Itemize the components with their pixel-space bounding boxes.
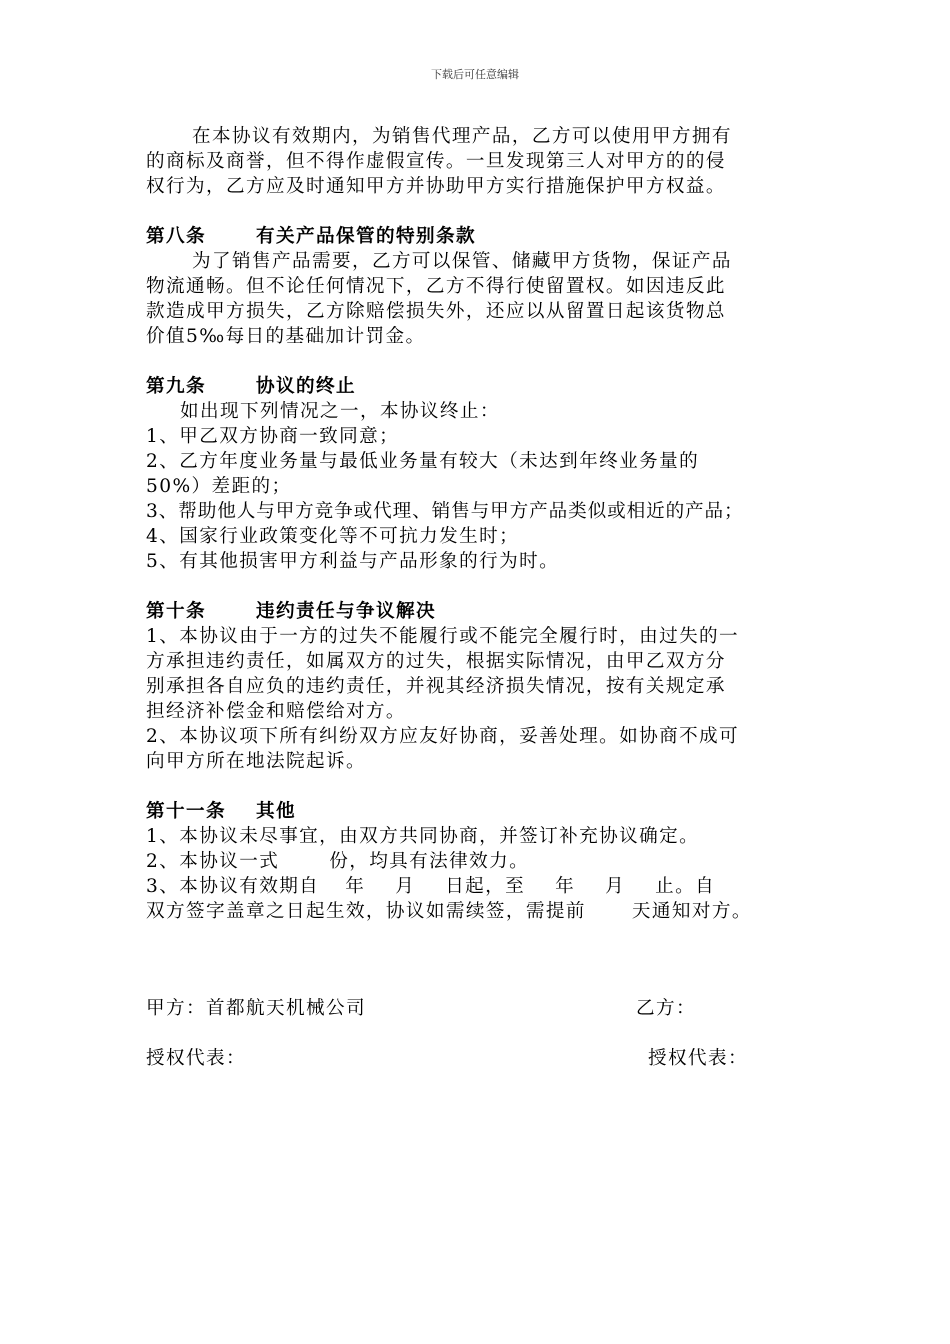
validity-end: 止。自 [655, 876, 716, 897]
article-11-line-4-start: 双方签字盖章之日起生效，协议如需续签，需提前 [146, 901, 586, 922]
article-11-line-2-start: 2、本协议一式 [146, 851, 280, 872]
article-9-lead: 如出现下列情况之一，本协议终止： [180, 401, 500, 422]
article-8-line-1: 为了销售产品需要，乙方可以保管、储藏甲方货物，保证产品 [192, 251, 732, 272]
article-10-line-6: 向甲方所在地法院起诉。 [146, 751, 366, 772]
article-10-line-1: 1、本协议由于一方的过失不能履行或不能完全履行时，由过失的一 [146, 626, 740, 647]
article-9-line-2: 2、乙方年度业务量与最低业务量有较大（未达到年终业务量的 [146, 451, 700, 472]
party-b-representative: 授权代表： [648, 1048, 748, 1069]
article-11-number: 第十一条 [146, 801, 226, 822]
party-a-representative: 授权代表： [146, 1048, 246, 1069]
page-header: 下载后可任意编辑 [431, 68, 519, 81]
article-9-heading [146, 374, 806, 399]
article-11-heading [146, 799, 806, 824]
article-10-line-2: 方承担违约责任，如属双方的过失，根据实际情况，由甲乙双方分 [146, 651, 726, 672]
validity-from-year: 年 [345, 876, 366, 897]
article-10-line-5: 2、本协议项下所有纠纷双方应友好协商，妥善处理。如协商不成可 [146, 726, 740, 747]
intro-line-2: 的商标及商誉，但不得作虚假宣传。一旦发现第三人对甲方的的侵 [146, 151, 726, 172]
validity-to-year: 年 [555, 876, 576, 897]
validity-from-day: 日起，至 [445, 876, 526, 897]
validity-from-month: 月 [395, 876, 416, 897]
document-body [146, 124, 806, 924]
article-8-heading [146, 224, 806, 249]
article-9-line-3: 50%）差距的； [146, 476, 292, 497]
article-9-number: 第九条 [146, 376, 206, 397]
validity-to-month: 月 [605, 876, 626, 897]
article-10-line-3: 别承担各自应负的违约责任，并视其经济损失情况，按有关规定承 [146, 676, 726, 697]
intro-line-3: 权行为，乙方应及时通知甲方并协助甲方实行措施保护甲方权益。 [146, 176, 726, 197]
article-9-title: 协议的终止 [256, 376, 356, 397]
article-9-line-4: 3、帮助他人与甲方竞争或代理、销售与甲方产品类似或相近的产品； [146, 501, 744, 522]
article-8-title: 有关产品保管的特别条款 [256, 226, 476, 247]
party-a-label: 甲方：首都航天机械公司 [146, 998, 366, 1019]
party-b-label: 乙方： [636, 998, 696, 1019]
article-10-heading [146, 599, 806, 624]
article-10-title: 违约责任与争议解决 [256, 601, 436, 622]
article-8-line-3: 款造成甲方损失，乙方除赔偿损失外，还应以从留置日起该货物总 [146, 301, 726, 322]
article-11-line-1: 1、本协议未尽事宜，由双方共同协商，并签订补充协议确定。 [146, 826, 700, 847]
article-11-line-4 [146, 899, 806, 924]
article-11-line-2-end: 份，均具有法律效力。 [329, 851, 530, 872]
article-8-line-2: 物流通畅。但不论任何情况下，乙方不得行使留置权。如因违反此 [146, 276, 726, 297]
article-9-line-5: 4、国家行业政策变化等不可抗力发生时； [146, 526, 520, 547]
article-11-line-2 [146, 849, 806, 874]
article-11-line-3 [146, 874, 806, 899]
intro-line-1: 在本协议有效期内，为销售代理产品，乙方可以使用甲方拥有 [192, 126, 732, 147]
validity-from-label: 3、本协议有效期自 [146, 876, 320, 897]
article-11-line-4-end: 天通知对方。 [631, 901, 752, 922]
article-9-line-6: 5、有其他损害甲方利益与产品形象的行为时。 [146, 551, 560, 572]
article-11-title: 其他 [256, 801, 296, 822]
article-9-line-1: 1、甲乙双方协商一致同意； [146, 426, 400, 447]
article-8-line-4: 价值5‰每日的基础加计罚金。 [146, 326, 426, 347]
article-10-line-4: 担经济补偿金和赔偿给对方。 [146, 701, 406, 722]
article-10-number: 第十条 [146, 601, 206, 622]
article-8-number: 第八条 [146, 226, 206, 247]
